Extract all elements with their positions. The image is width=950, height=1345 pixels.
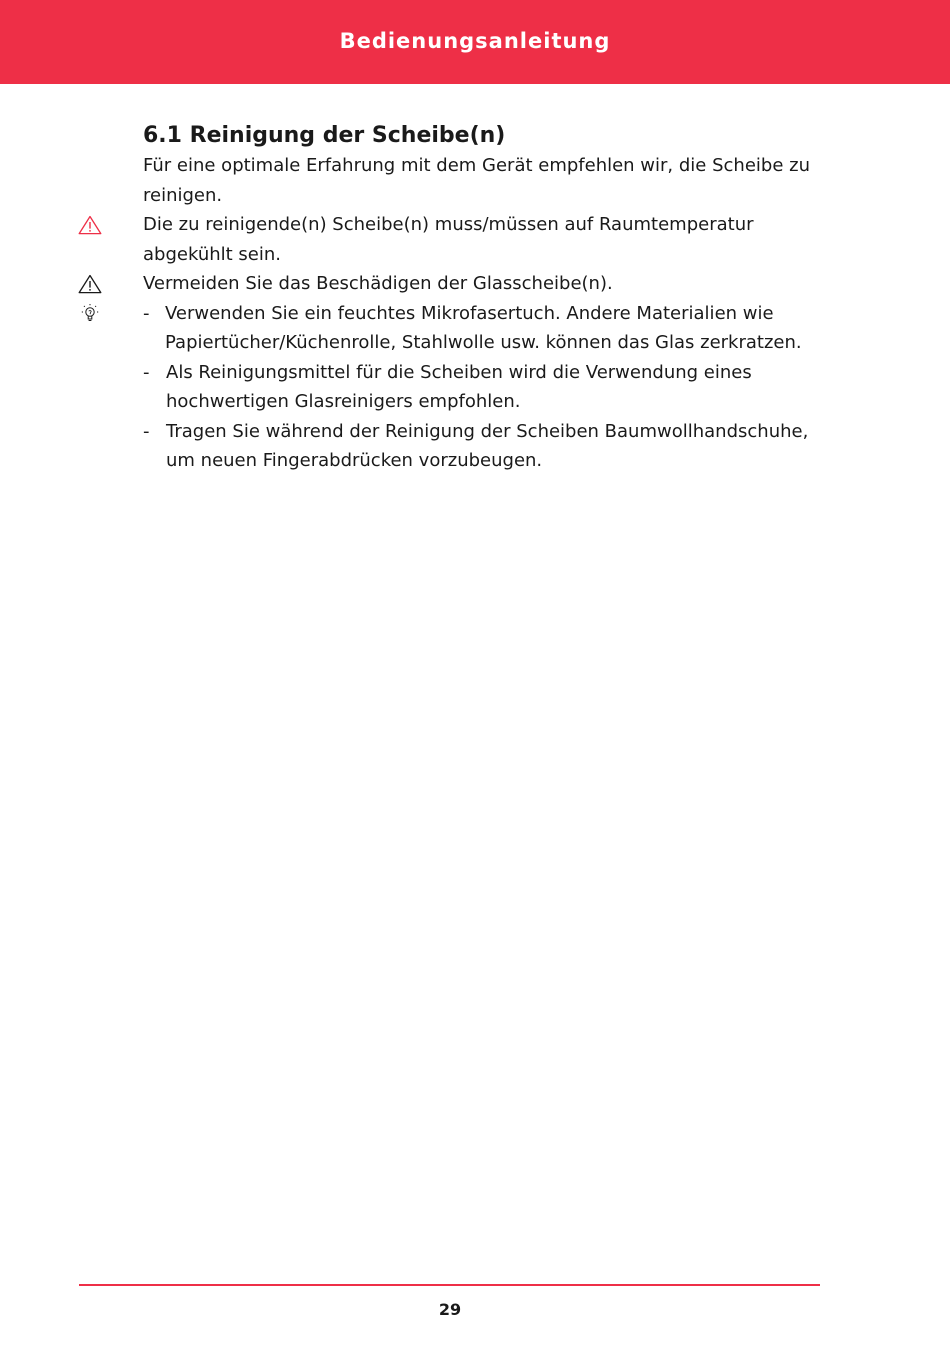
warning-triangle-icon — [77, 272, 103, 296]
list-item — [143, 358, 823, 417]
list-item — [143, 417, 823, 476]
warning-hot-text: Die zu reinigende(n) Scheibe(n) muss/müssen auf Raumtemperatur abgekühlt sein. — [143, 214, 754, 265]
warning-hot-row — [143, 210, 823, 269]
list-dash: - — [143, 420, 150, 442]
page-header — [0, 0, 950, 84]
list-item — [143, 299, 823, 358]
footer-divider — [79, 1284, 820, 1286]
tips-list — [143, 299, 823, 476]
tip-text: Verwenden Sie ein feuchtes Mikrofasertuch. Andere Materialien wie Papiertücher/Küchenrolle, Stahlwolle usw. können das Glas zerkratzen. — [165, 302, 802, 353]
page-number: 29 — [438, 1300, 462, 1319]
tips-block — [143, 299, 823, 476]
tip-text: Als Reinigungsmittel für die Scheiben wird die Verwendung eines hochwertigen Glasreinigers empfohlen. — [166, 361, 752, 412]
list-dash: - — [143, 361, 150, 383]
lightbulb-tip-icon — [77, 302, 103, 326]
section-title: 6.1 Reinigung der Scheibe(n) — [143, 123, 506, 148]
warning-triangle-red-icon — [77, 213, 103, 237]
warning-glass-text: Vermeiden Sie das Beschädigen der Glasscheibe(n). — [143, 273, 613, 294]
content-area — [143, 121, 823, 476]
intro-paragraph: Für eine optimale Erfahrung mit dem Gerät empfehlen wir, die Scheibe zu reinigen. — [143, 155, 810, 206]
header-title: Bedienungsanleitung — [339, 29, 611, 53]
list-dash: - — [143, 302, 150, 324]
tip-text: Tragen Sie während der Reinigung der Scheiben Baumwollhandschuhe, um neuen Fingerabdrücken vorzubeugen. — [166, 420, 809, 471]
warning-glass-row — [143, 269, 823, 299]
